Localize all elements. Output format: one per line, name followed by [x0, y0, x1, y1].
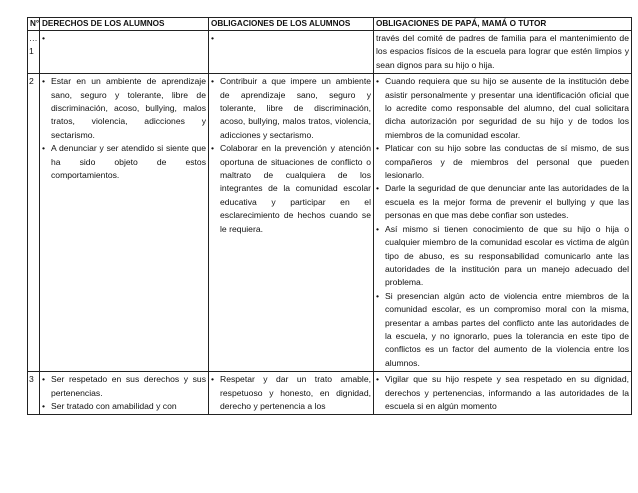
- bullet-item: • Contribuir a que impere un ambiente de aprendizaje sano, seguro y tolerante, libre de discriminación, acoso, bullying, malos tratos, violencia, adicciones y sectarismo.: [211, 75, 371, 142]
- header-row: [28, 18, 632, 31]
- obligaciones-alumnos-cell: [209, 372, 374, 415]
- bullet-item: • Vigilar que su hijo respete y sea respetado en su dignidad, derechos y pertenencias, informando a las autoridades de la escuela si en algún momento: [376, 373, 629, 413]
- bullet-item: • Colaborar en la prevención y atención oportuna de situaciones de conflicto o maltrato de cualquiera de los integrantes de la comunidad escolar educativa y participar en el esclarecimiento de hechos cuando se le requiera.: [211, 142, 371, 236]
- continued-text: través del comité de padres de familia para el mantenimiento de los espacios físicos de la escuela para lograr que estén limpios y sean dignos para su hijo o hija.: [376, 33, 629, 70]
- derechos-cell: [40, 372, 209, 415]
- row-number: …1: [28, 31, 40, 74]
- bullet-item: • Darle la seguridad de que denunciar ante las autoridades de la escuela es la mejor forma de prevenir el bullying y que las personas en que mas debe confiar son ustedes.: [376, 182, 629, 222]
- bullet-item: • Así mismo si tienen conocimiento de que su hijo o hija o cualquier miembro de la comunidad escolar es victima de algún tipo de abuso, es su responsabilidad comunicarlo ante las autoridades de la institución para un manejo adecuado del problema.: [376, 223, 629, 290]
- bullet-item: • Cuando requiera que su hijo se ausente de la institución debe asistir personalmente y presentar una identificación oficial que lo acredite como responsable del alumno, del cual solicitara dicha autorización por seguridad de su hijo y de todos los miembros de la comunidad escolar.: [376, 75, 629, 142]
- header-obligaciones-alumnos: OBLIGACIONES DE LOS ALUMNOS: [209, 18, 374, 31]
- bullet-item: • Ser respetado en sus derechos y sus pertenencias.: [42, 373, 206, 400]
- derechos-cell: [40, 74, 209, 372]
- header-num: N°: [28, 18, 40, 31]
- rights-obligations-table: [27, 17, 632, 415]
- row-number: 2: [28, 74, 40, 372]
- obligaciones-alumnos-cell: [209, 31, 374, 74]
- row-number: 3: [28, 372, 40, 415]
- bullet-item: • Estar en un ambiente de aprendizaje sano, seguro y tolerante, libre de discriminación, acoso, bullying, malos tratos, violencia, adicciones y sectarismo.: [42, 75, 206, 142]
- bullet-item: • Platicar con su hijo sobre las conductas de sí mismo, de sus compañeros y de miembros del personal que pueden lesionarlo.: [376, 142, 629, 182]
- bullet-item: • Ser tratado con amabilidad y con: [42, 400, 206, 413]
- table-row: [28, 372, 632, 415]
- header-obligaciones-padres: OBLIGACIONES DE PAPÁ, MAMÁ O TUTOR: [374, 18, 632, 31]
- obligaciones-padres-cell: [374, 372, 632, 415]
- bullet-item: • Si presencian algún acto de violencia entre miembros de la comunidad escolar, es un compromiso moral con la misma, presentar a ambas partes del conflicto ante las autoridades de la escuela, y no ignorarlo, pues la tolerancia en este tipo de conflictos es un factor del aumento de la violencia entre los alumnos.: [376, 290, 629, 370]
- header-derechos: DERECHOS DE LOS ALUMNOS: [40, 18, 209, 31]
- derechos-cell: [40, 31, 209, 74]
- obligaciones-padres-cell: [374, 74, 632, 372]
- table-row: [28, 74, 632, 372]
- obligaciones-padres-cell: [374, 31, 632, 74]
- obligaciones-alumnos-cell: [209, 74, 374, 372]
- bullet-item: • Respetar y dar un trato amable, respetuoso y honesto, en dignidad, derecho y pertenencia a los: [211, 373, 371, 413]
- table-row: [28, 31, 632, 74]
- bullet-item: • A denunciar y ser atendido si siente que ha sido objeto de estos comportamientos.: [42, 142, 206, 182]
